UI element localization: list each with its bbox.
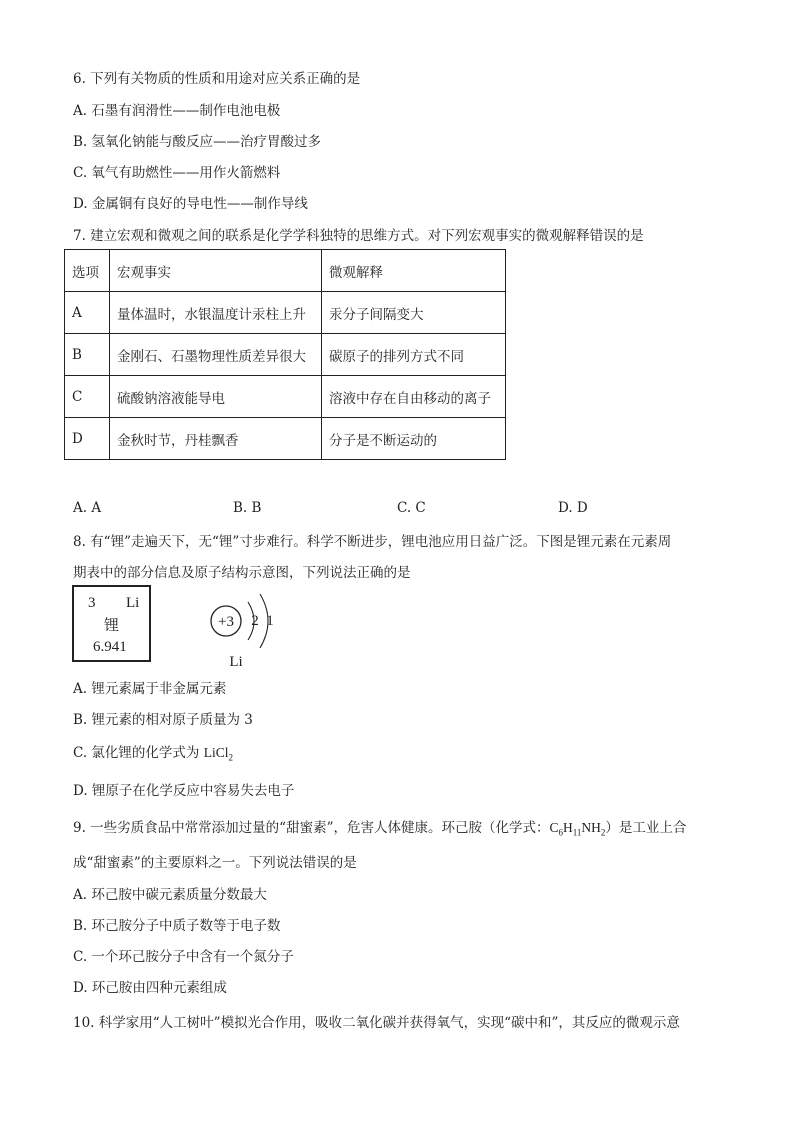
q7-choice-a: A. A bbox=[73, 500, 102, 516]
table-header-cell: 宏观事实 bbox=[110, 250, 322, 292]
q9-option-d: D. 环己胺由四种元素组成 bbox=[73, 980, 227, 996]
q6-option-d: D. 金属铜有良好的导电性——制作导线 bbox=[73, 196, 308, 212]
q8-option-d: D. 锂原子在化学反应中容易失去电子 bbox=[73, 783, 295, 799]
table-cell: 量体温时，水银温度计汞柱上升 bbox=[110, 292, 322, 334]
formula-base: LiCl bbox=[203, 745, 229, 760]
atom-label: Li bbox=[229, 654, 243, 666]
q6-option-b: B. 氢氧化钠能与酸反应——治疗胃酸过多 bbox=[73, 134, 322, 150]
q9-stem-line2: 成“甜蜜素”的主要原料之一。下列说法错误的是 bbox=[73, 855, 357, 871]
q6-option-a: A. 石墨有润滑性——制作电池电极 bbox=[73, 103, 281, 119]
q9-stem-line1 bbox=[73, 816, 686, 838]
q10-stem: 10. 科学家用“人工树叶”模拟光合作用，吸收二氧化碳并获得氧气，实现“碳中和”，其反应的微观示意 bbox=[73, 1015, 680, 1031]
cyclohexylamine-formula: $C_6H_{11}NH_2$ bbox=[549, 820, 606, 838]
formula-subscript: 2 bbox=[228, 752, 233, 763]
element-name: 锂 bbox=[104, 618, 120, 634]
table-cell: 硫酸钠溶液能导电 bbox=[110, 376, 322, 418]
q8-option-b: B. 锂元素的相对原子质量为 3 bbox=[73, 712, 253, 728]
element-symbol: Li bbox=[126, 595, 140, 611]
q8-stem-line2: 期表中的部分信息及原子结构示意图，下列说法正确的是 bbox=[73, 565, 411, 581]
q9-option-c: C. 一个环己胺分子中含有一个氮分子 bbox=[73, 949, 294, 965]
q6-stem: 6. 下列有关物质的性质和用途对应关系正确的是 bbox=[73, 71, 361, 87]
q9-stem-suffix: ）是工业上合 bbox=[605, 820, 687, 836]
table-cell: C bbox=[65, 376, 110, 418]
table-cell: 金刚石、石墨物理性质差异很大 bbox=[110, 334, 322, 376]
q8-option-c-text: C. 氯化锂的化学式为 bbox=[73, 745, 204, 761]
table-row bbox=[65, 334, 506, 376]
table-header-row bbox=[65, 250, 506, 292]
licl2-formula bbox=[203, 745, 233, 763]
table-cell: 碳原子的排列方式不同 bbox=[322, 334, 506, 376]
atomic-number: 3 bbox=[88, 595, 96, 611]
q9-option-a: A. 环己胺中碳元素质量分数最大 bbox=[73, 887, 267, 903]
q9-stem-prefix: 9. 一些劣质食品中常常添加过量的“甜蜜素”，危害人体健康。环己胺（化学式： bbox=[73, 820, 550, 836]
table-row bbox=[65, 376, 506, 418]
table-cell: D bbox=[65, 418, 110, 460]
shell1-electrons: 2 bbox=[251, 613, 259, 629]
atom-structure-diagram bbox=[204, 586, 294, 666]
q6-option-c: C. 氧气有助燃性——用作火箭燃料 bbox=[73, 165, 281, 181]
q7-table bbox=[64, 249, 506, 460]
nucleus-charge: +3 bbox=[218, 614, 234, 630]
atomic-mass: 6.941 bbox=[93, 639, 127, 655]
table-cell: 分子是不断运动的 bbox=[322, 418, 506, 460]
table-header-cell: 微观解释 bbox=[322, 250, 506, 292]
q7-choice-b: B. B bbox=[233, 500, 262, 516]
q7-stem: 7. 建立宏观和微观之间的联系是化学学科独特的思维方式。对下列宏观事实的微观解释错误的是 bbox=[73, 228, 644, 244]
table-cell: A bbox=[65, 292, 110, 334]
periodic-table-cell bbox=[72, 585, 151, 662]
q8-option-a: A. 锂元素属于非金属元素 bbox=[73, 681, 227, 697]
q8-option-c bbox=[73, 741, 233, 763]
table-cell: B bbox=[65, 334, 110, 376]
table-row bbox=[65, 292, 506, 334]
table-cell: 溶液中存在自由移动的离子 bbox=[322, 376, 506, 418]
table-cell: 金秋时节，丹桂飘香 bbox=[110, 418, 322, 460]
table-header-cell: 选项 bbox=[65, 250, 110, 292]
q9-option-b: B. 环己胺分子中质子数等于电子数 bbox=[73, 918, 281, 934]
q7-choice-c: C. C bbox=[397, 500, 426, 516]
table-row bbox=[65, 418, 506, 460]
q8-stem-line1: 8. 有“锂”走遍天下，无“锂”寸步难行。科学不断进步，锂电池应用日益广泛。下图是锂元素在元素周 bbox=[73, 534, 672, 550]
q7-choice-d: D. D bbox=[558, 500, 588, 516]
shell2-electrons: 1 bbox=[266, 613, 274, 629]
table-cell: 汞分子间隔变大 bbox=[322, 292, 506, 334]
